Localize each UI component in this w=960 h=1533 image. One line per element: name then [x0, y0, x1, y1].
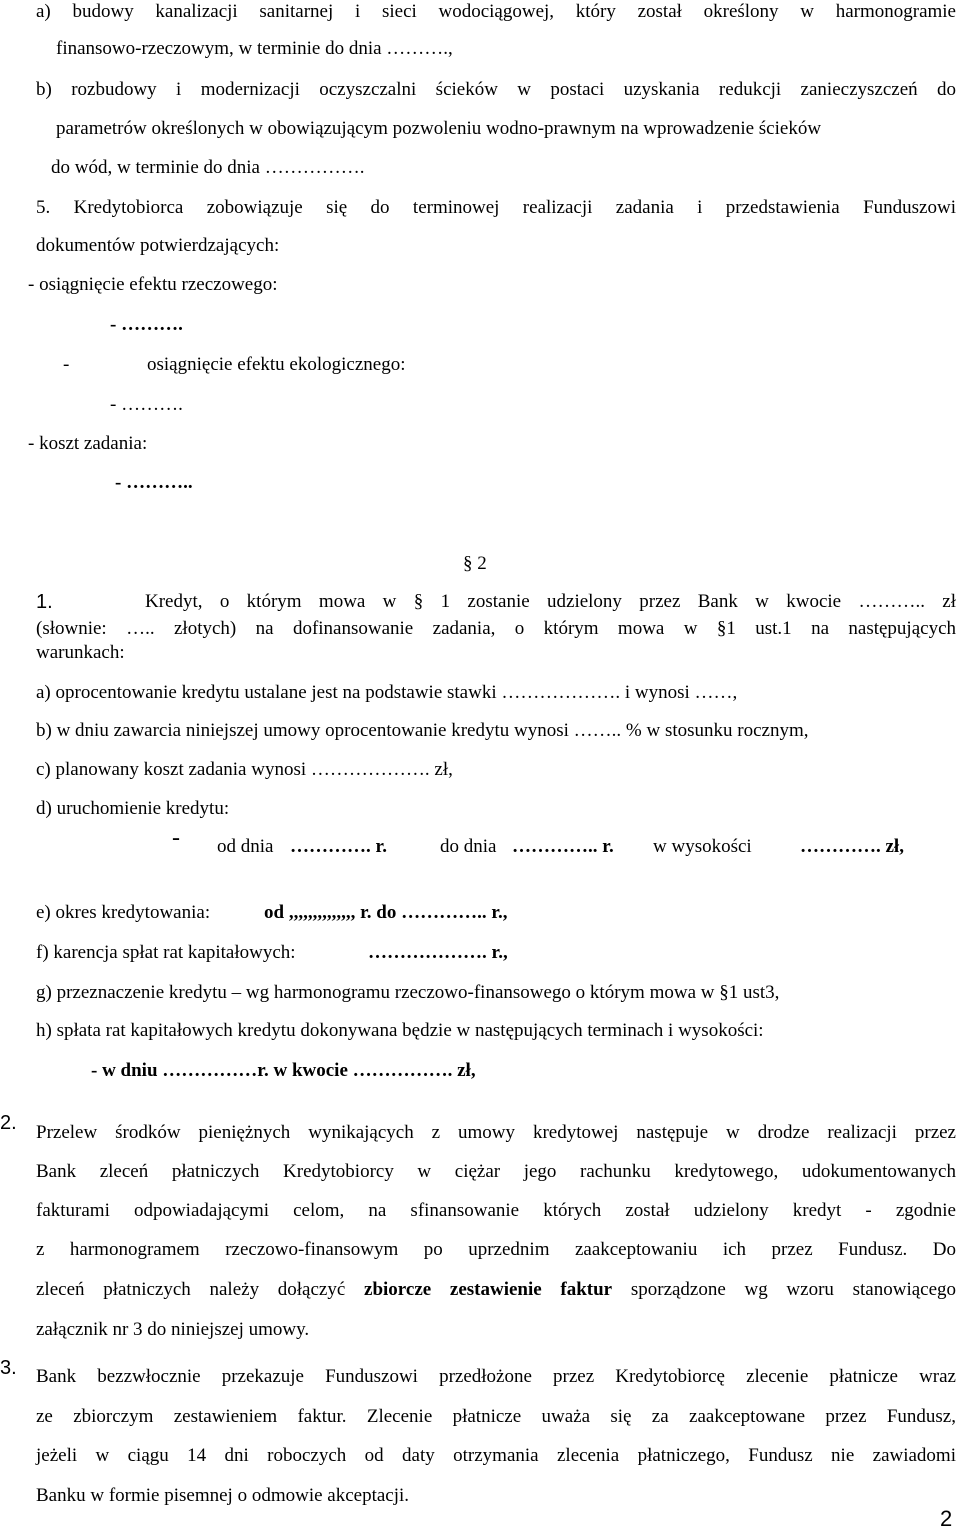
- task-cost-value: - ………..: [115, 472, 193, 493]
- condition-d: d) uruchomienie kredytu:: [36, 798, 230, 819]
- condition-g: g) przeznaczenie kredytu – wg harmonogramu rzeczowo-finansowego o którym mowa w §1 ust3,: [36, 982, 780, 1003]
- condition-d-dash: -: [172, 825, 180, 851]
- condition-e-label: e) okres kredytowania:: [36, 902, 211, 923]
- clause-a-line-2: finansowo-rzeczowym, w terminie do dnia ……….,: [56, 38, 453, 59]
- effect-ecological-label: osiągnięcie efektu ekologicznego:: [147, 354, 406, 375]
- effect-ecological-dash: -: [63, 354, 70, 375]
- condition-d-amount-value: …………. zł,: [800, 836, 904, 857]
- paragraph-5-line-2: dokumentów potwierdzających:: [36, 235, 280, 256]
- point-3-line-4: Banku w formie pisemnej o odmowie akceptacji.: [36, 1485, 410, 1506]
- clause-a-line-1: a) budowy kanalizacji sanitarnej i sieci wodociągowej, który został określony w harmonogramie: [36, 1, 956, 22]
- condition-d-to-label: do dnia: [440, 836, 497, 857]
- invoice-summary-bold: zbiorcze zestawienie faktur: [364, 1279, 613, 1300]
- point-1-line-1: Kredyt, o którym mowa w § 1 zostanie udzielony przez Bank w kwocie ……….. zł: [145, 591, 956, 612]
- point-3-line-1: Bank bezzwłocznie przekazuje Funduszowi przedłożone przez Kredytobiorcę zlecenie płatnicze wraz: [36, 1366, 956, 1387]
- condition-e-value: od ,,,,,,,,,,,,,, r. do ………….. r.,: [264, 902, 508, 923]
- point-1-number: 1.: [36, 591, 53, 613]
- effect-material-label: - osiągnięcie efektu rzeczowego:: [28, 274, 278, 295]
- condition-h: h) spłata rat kapitałowych kredytu dokonywana będzie w następujących terminach i wysokości:: [36, 1020, 764, 1041]
- condition-b: b) w dniu zawarcia niniejszej umowy oprocentowanie kredytu wynosi …….. % w stosunku rocznym,: [36, 720, 809, 741]
- paragraph-5-line-1: 5. Kredytobiorca zobowiązuje się do terminowej realizacji zadania i przedstawienia Funduszowi: [36, 197, 956, 218]
- condition-h-item: - w dniu ……………r. w kwocie ……………. zł,: [91, 1060, 476, 1081]
- section-heading: § 2: [463, 553, 487, 574]
- condition-a: a) oprocentowanie kredytu ustalane jest na podstawie stawki ………………. i wynosi ……,: [36, 682, 738, 703]
- page-number: 2: [940, 1506, 953, 1531]
- clause-b-line-3: do wód, w terminie do dnia …………….: [51, 157, 365, 178]
- point-2-line-6: załącznik nr 3 do niniejszej umowy.: [36, 1319, 310, 1340]
- point-3-number: 3.: [0, 1357, 17, 1379]
- point-2-line-5: [36, 1278, 956, 1302]
- effect-ecological-value: - ……….: [110, 394, 183, 415]
- point-3-line-3: jeżeli w ciągu 14 dni roboczych od daty otrzymania zlecenia płatniczego, Fundusz nie zawiadomi: [36, 1445, 956, 1466]
- condition-d-from-label: od dnia: [217, 836, 274, 857]
- condition-c: c) planowany koszt zadania wynosi ………………. zł,: [36, 759, 453, 780]
- clause-b-line-1: b) rozbudowy i modernizacji oczyszczalni ścieków w postaci uzyskania redukcji zanieczyszczeń do: [36, 79, 956, 100]
- point-2-line-1: Przelew środków pieniężnych wynikających z umowy kredytowej następuje w drodze realizacji przez: [36, 1122, 956, 1143]
- point-2-line-3: fakturami odpowiadającymi celom, na sfinansowanie których został udzielony kredyt - zgodnie: [36, 1200, 956, 1221]
- point-2-line-5-start: zleceń płatniczych należy dołączyć: [36, 1279, 346, 1300]
- point-1-line-3: warunkach:: [36, 642, 125, 663]
- point-1-line-2: (słownie: ….. złotych) na dofinansowanie zadania, o którym mowa w §1 ust.1 na następujących: [36, 618, 956, 639]
- condition-d-from-value: …………. r.: [290, 836, 387, 857]
- effect-material-value: - ……….: [110, 314, 183, 335]
- condition-d-to-value: ………….. r.: [512, 836, 614, 857]
- condition-f-value: ………………. r.,: [368, 942, 508, 963]
- point-3-line-2: ze zbiorczym zestawieniem faktur. Zlecenie płatnicze uważa się za zaakceptowane przez Fundusz,: [36, 1406, 956, 1427]
- task-cost-label: - koszt zadania:: [28, 433, 148, 454]
- clause-b-line-2: parametrów określonych w obowiązującym pozwoleniu wodno-prawnym na wprowadzenie ścieków: [56, 118, 822, 139]
- condition-d-amount-label: w wysokości: [653, 836, 752, 857]
- point-2-line-2: Bank zleceń płatniczych Kredytobiorcy w ciężar jego rachunku kredytowego, udokumentowanych: [36, 1161, 956, 1182]
- point-2-line-5-end: sporządzone wg wzoru stanowiącego: [630, 1279, 957, 1300]
- point-2-number: 2.: [0, 1112, 17, 1134]
- condition-f-label: f) karencja spłat rat kapitałowych:: [36, 942, 296, 963]
- point-2-line-4: z harmonogramem rzeczowo-finansowym po uprzednim zaakceptowaniu ich przez Fundusz. Do: [36, 1239, 956, 1260]
